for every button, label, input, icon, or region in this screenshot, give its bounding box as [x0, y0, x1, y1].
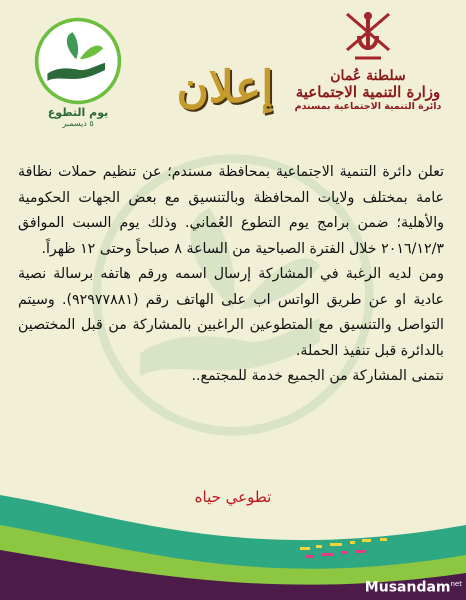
oman-emblem-icon [337, 6, 399, 66]
site-suffix: net [450, 580, 462, 589]
ministry-logo [284, 6, 452, 138]
hand-with-sprout-icon [33, 16, 123, 106]
volunteer-day-logo [22, 16, 134, 136]
directorate-name: دائرة التنمية الاجتماعية بمسندم [294, 101, 442, 112]
volunteer-day-date: ٥ ديسمبر [62, 119, 94, 128]
body-paragraph-2: ومن لديه الرغبة في المشاركة إرسال اسمه ورقم هاتفه برسالة نصية عادية او عن طريق الواتس اب على الهاتف رقم (٩٢٩٧٧٨٨١). وسيتم التواصل والتنسيق مع المتطوعين الراغبين بالمشاركة من قبل المختصين بالدائرة قبل تنفيذ الحملة. [18, 266, 444, 359]
site-watermark [365, 576, 462, 596]
signature-slogan: تطوعي حياه [194, 488, 272, 506]
ministry-name: وزارة التنمية الاجتماعية [295, 83, 441, 101]
body-paragraph-1: تعلن دائرة التنمية الاجتماعية بمحافظة مسندم؛ عن تنظيم حملات نظافة عامة بمختلف ولايات المحافظة وبالتنسيق مع بعض الجهات الحكومية والأهلية؛ ضمن برامج يوم التطوع العُماني. وذلك يوم السبت الموافق ٢٠١٦/١٢/٣ خلال الفترة الصباحية من الساعة ٨ صباحاً وحتى ١٢ ظهراً. [18, 164, 444, 257]
volunteer-day-title: يوم التطوع [47, 106, 109, 119]
body-paragraph-3: نتمنى المشاركة من الجميع خدمة للمجتمع.. [191, 368, 444, 384]
sultanate-title: سلطنة عُمان [330, 68, 406, 84]
announcement-body [18, 160, 444, 390]
site-name: Musandam [364, 580, 451, 596]
announcement-heading: إعلان [176, 62, 274, 113]
